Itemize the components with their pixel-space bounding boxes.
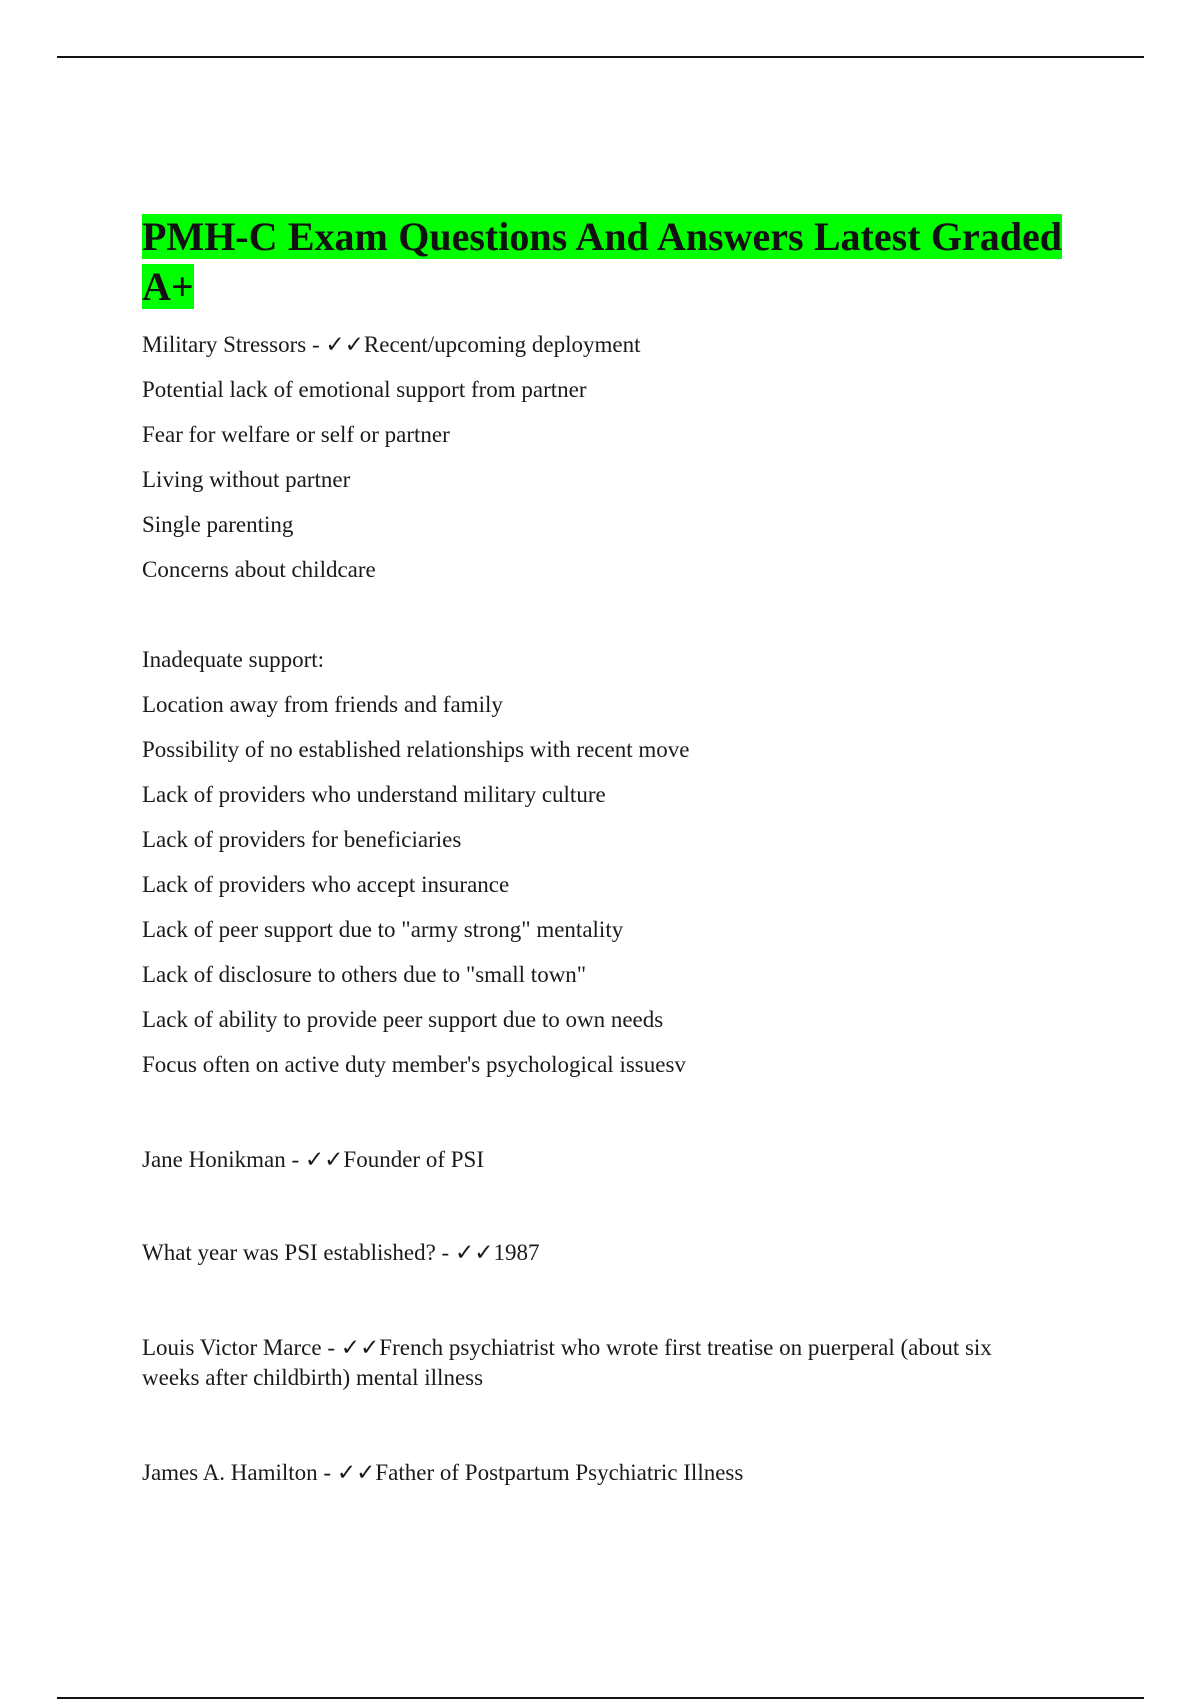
header-rule <box>57 56 1144 58</box>
answer-line-beneficiaries: Lack of providers for beneficiaries <box>142 827 462 852</box>
qa-james-hamilton: James A. Hamilton - ✓✓Father of Postpartum Psychiatric Illness <box>142 1460 744 1485</box>
answer-line-army-strong: Lack of peer support due to "army strong" mentality <box>142 917 624 942</box>
answer-line-living-without-partner: Living without partner <box>142 467 351 492</box>
answer-line-small-town: Lack of disclosure to others due to "small town" <box>142 962 587 987</box>
qa-military-stressors: Military Stressors - ✓✓Recent/upcoming deployment <box>142 332 641 357</box>
qa-jane-honikman: Jane Honikman - ✓✓Founder of PSI <box>142 1147 484 1172</box>
answer-line-active-duty-focus: Focus often on active duty member's psychological issuesv <box>142 1052 686 1077</box>
qa-psi-established: What year was PSI established? - ✓✓1987 <box>142 1240 540 1265</box>
answer-line-military-culture: Lack of providers who understand military culture <box>142 782 606 807</box>
answer-line-insurance: Lack of providers who accept insurance <box>142 872 510 897</box>
answer-line-fear-welfare: Fear for welfare or self or partner <box>142 422 450 447</box>
title-highlight: PMH-C Exam Questions And Answers Latest Graded A+ <box>142 214 1062 309</box>
answer-line-own-needs: Lack of ability to provide peer support due to own needs <box>142 1007 664 1032</box>
qa-louis-victor-marce: Louis Victor Marce - ✓✓French psychiatrist who wrote first treatise on puerperal (about six weeks after childbirth) mental illness <box>142 1335 992 1390</box>
inadequate-support-heading: Inadequate support: <box>142 647 325 672</box>
answer-line-location-away: Location away from friends and family <box>142 692 503 717</box>
answer-line-emotional-support: Potential lack of emotional support from partner <box>142 377 587 402</box>
footer-rule <box>57 1697 1144 1699</box>
answer-line-single-parenting: Single parenting <box>142 512 294 537</box>
answer-line-childcare: Concerns about childcare <box>142 557 376 582</box>
document-title <box>142 212 1062 312</box>
answer-line-no-relationships: Possibility of no established relationships with recent move <box>142 737 690 762</box>
